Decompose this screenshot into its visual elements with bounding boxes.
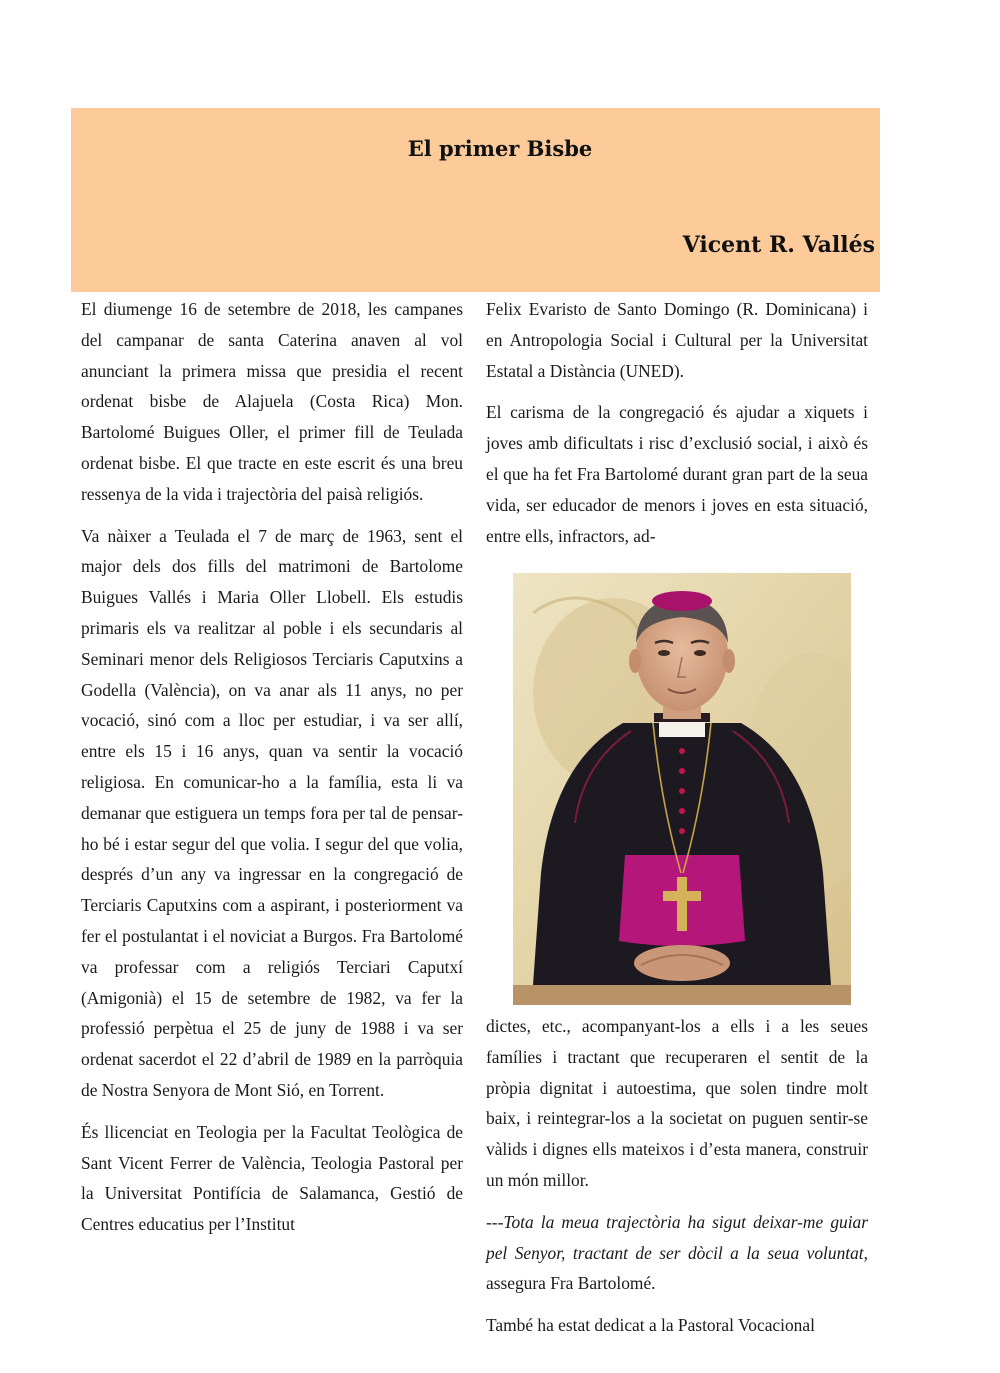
article-author: Vicent R. Vallés <box>682 232 875 258</box>
pectoral-cross-icon <box>677 877 687 931</box>
quote-paragraph <box>486 1207 868 1299</box>
bishop-portrait-photo <box>513 573 851 1005</box>
left-column <box>81 294 463 1251</box>
portrait-illustration <box>513 573 851 1005</box>
quote-attribution: assegura Fra Bartolomé. <box>486 1273 656 1294</box>
article-title: El primer Bisbe <box>407 136 593 161</box>
paragraph: És llicenciat en Teologia per la Facultat Teològica de Sant Vicent Ferrer de València, Teologia Pastoral per la Universitat Pontifícia de Salamanca, Gestió de Centres educatius per l’Institut <box>81 1121 463 1235</box>
quote-text: Tota la meua trajectòria ha sigut deixar-me guiar pel Senyor, tractant de ser dòcil a la seua voluntat, <box>486 1211 868 1263</box>
paragraph: El carisma de la congregació és ajudar a xiquets i joves amb dificultats i risc d’exclusió social, i això és el que ha fet Fra Bartolomé durant gran part de la seua vida, ser educador de menors i joves en esta situació, entre ells, infractors, ad- <box>486 402 868 546</box>
paragraph: Va nàixer a Teulada el 7 de març de 1963, sent el major dels dos fills del matrimoni de Bartolome Buigues Vallés i Maria Oller Llobell. Els estudis primaris els va realitzar al poble i els secundaris al Seminari menor dels Religiosos Terciaris Caputxins a Godella (València), on va anar als 11 anys, no per vocació, sinó com a lloc per estudiar, i va ser allí, entre els 15 i 16 anys, quan va sentir la vocació religiosa. En comunicar-ho a la família, esta li va demanar que estiguera un temps fora per tal de pensar-ho bé i estar segur del que volia. I segur del que volia, després d’un any va ingressar en la congregació de Terciaris Caputxins com a aspirant, i posteriorment va fer el postulantat i el noviciat a Burgos. Fra Bartolomé va professar com a religiós Terciari Caputxí (Amigonià) el 15 de setembre de 1982, va fer la professió perpètua el 25 de juny de 1988 i va ser ordenat sacerdot el 22 d’abril de 1989 en la parròquia de Nostra Senyora de Mont Sió, en Torrent. <box>81 525 463 1100</box>
right-column-bottom <box>486 1011 868 1352</box>
right-column-top <box>486 294 868 562</box>
paragraph: Felix Evaristo de Santo Domingo (R. Dominicana) i en Antropologia Social i Cultural per la Universitat Estatal a Distància (UNED). <box>486 299 868 381</box>
quote-dashes: --- <box>486 1211 504 1232</box>
paragraph: També ha estat dedicat a la Pastoral Vocacional <box>486 1315 815 1336</box>
paragraph: El diumenge 16 de setembre de 2018, les campanes del campanar de santa Caterina anaven al vol anunciant la primera missa que presidia el recent ordenat bisbe de Alajuela (Costa Rica) Mon. Bartolomé Buigues Oller, el primer fill de Teulada ordenat bisbe. El que tracte en este escrit és una breu ressenya de la vida i trajectòria del paisà religiós. <box>81 299 463 504</box>
paragraph: dictes, etc., acompanyant-los a ells i a les seues famílies i tractant que recuperaren el sentit de la pròpia dignitat i autoestima, que solen tindre molt baix, i reintegrar-los a la societat on puguen sentir-se vàlids i dignes ells mateixos i d’esta manera, construir un món millor. <box>486 1016 868 1190</box>
